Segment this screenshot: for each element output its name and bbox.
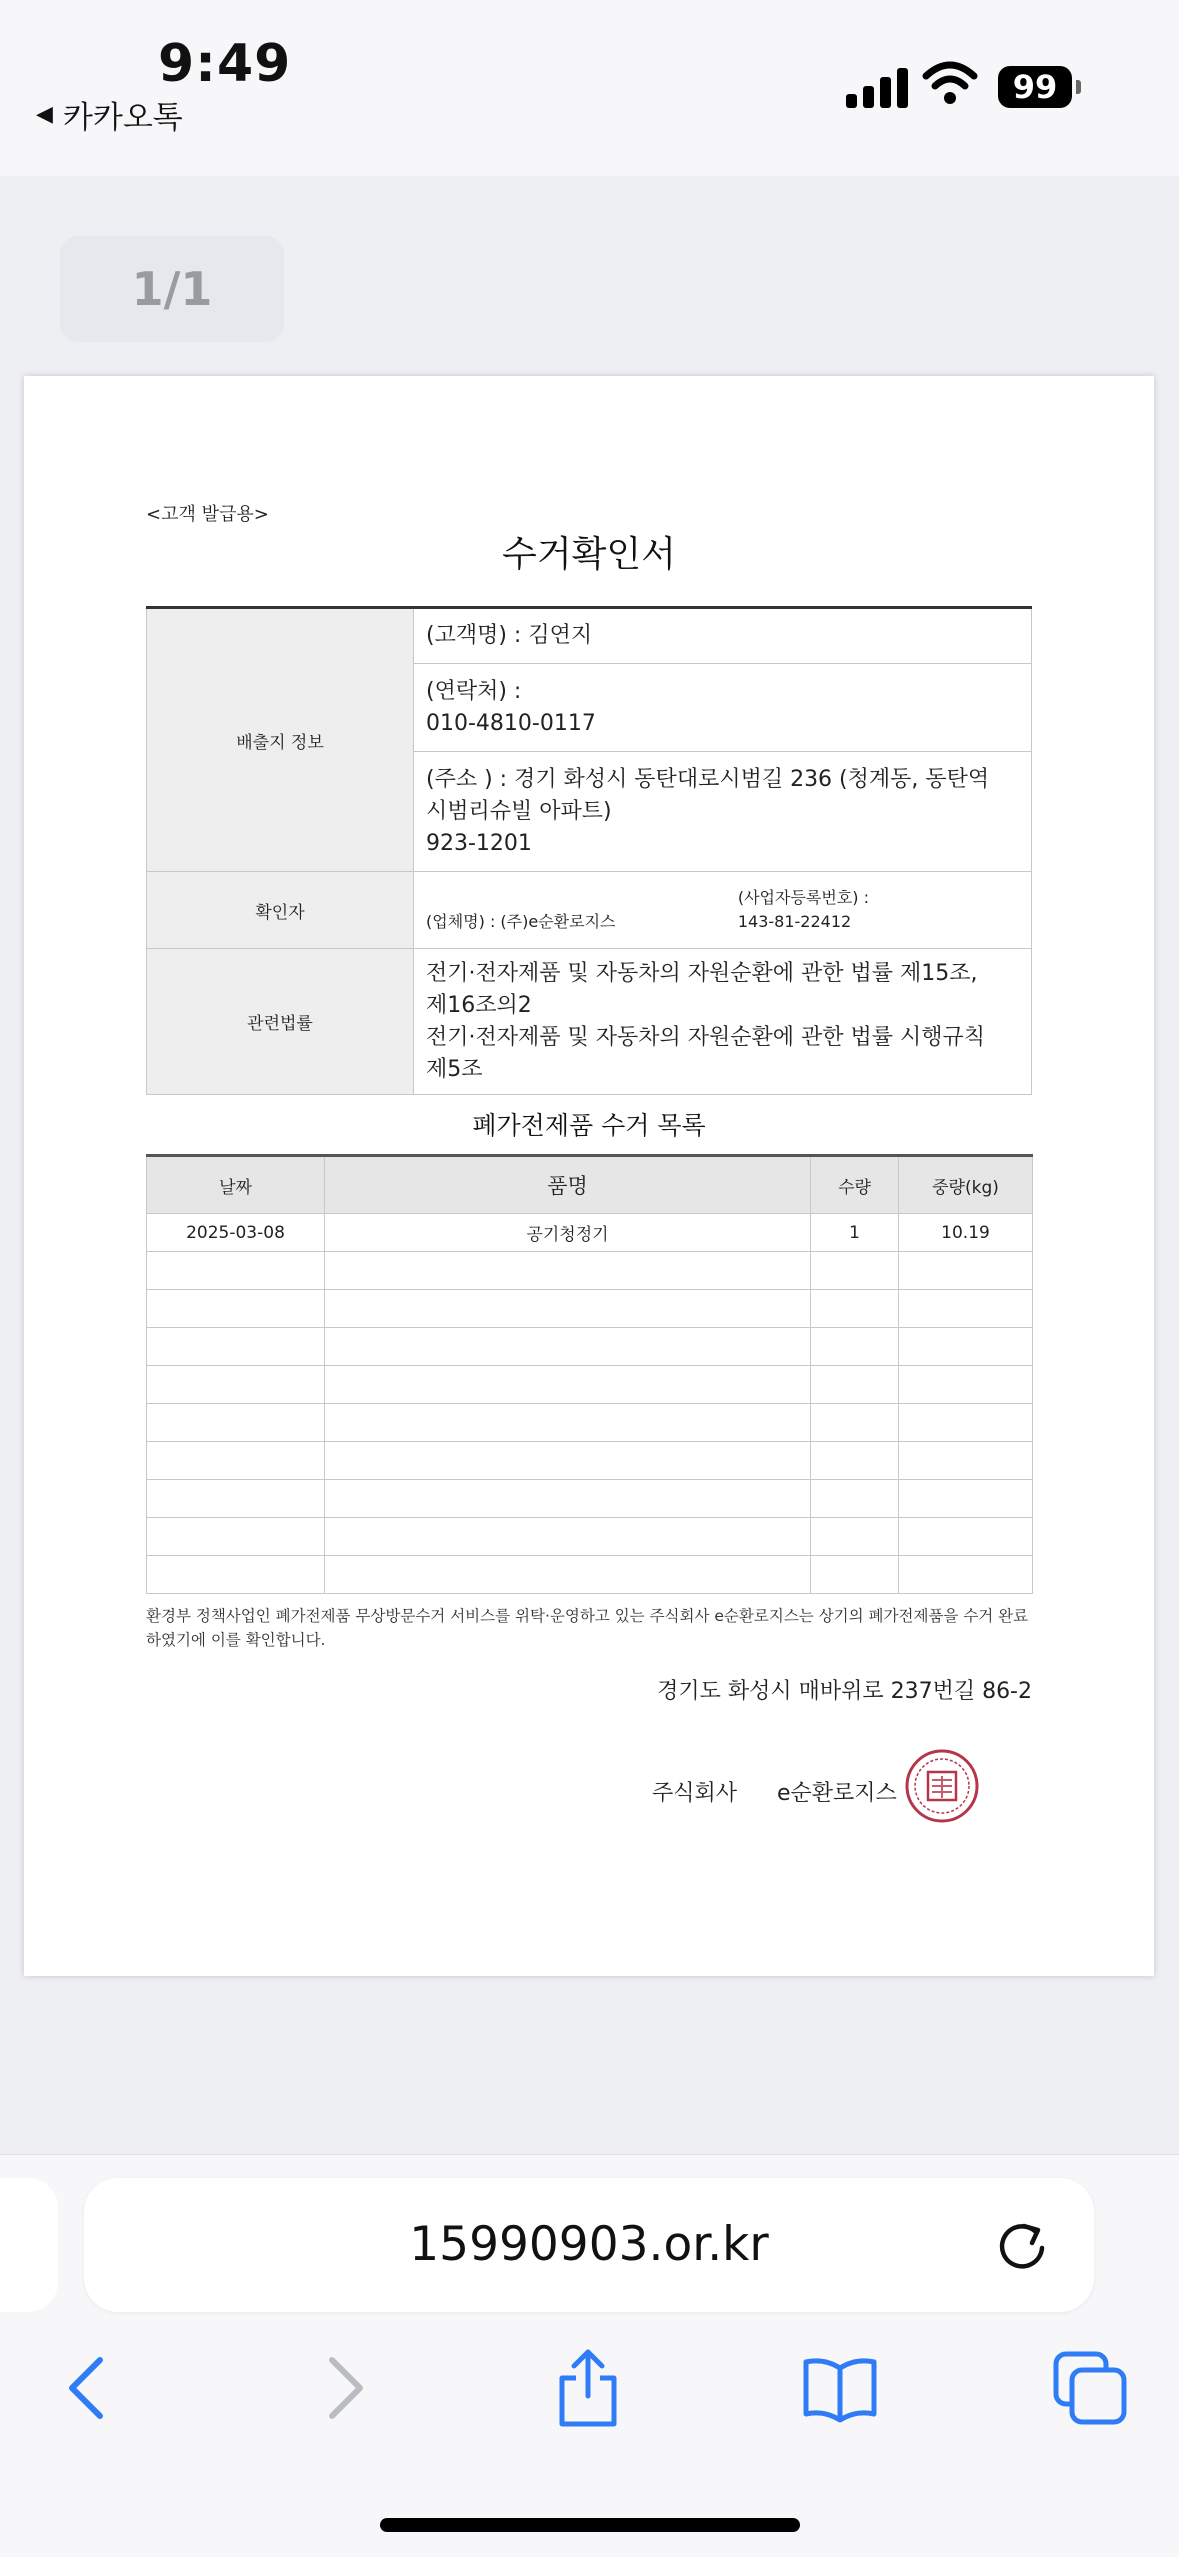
law-line-3: 전기·전자제품 및 자동차의 자원순환에 관한 법률 시행규칙 (426, 1024, 986, 1050)
seal-stamp-icon (904, 1748, 980, 1824)
confirmer-cell (414, 872, 1032, 949)
empty-cell (325, 1518, 811, 1556)
company-signature (652, 1776, 897, 1807)
company-name: e순환로지스 (777, 1781, 897, 1806)
back-to-app-button[interactable] (36, 92, 183, 137)
empty-cell (811, 1442, 899, 1480)
empty-cell (811, 1556, 899, 1594)
empty-cell (325, 1404, 811, 1442)
company-address: 경기도 화성시 매바위로 237번길 86-2 (657, 1679, 1032, 1704)
law-line-4: 제5조 (426, 1056, 483, 1082)
law-head: 관련법률 (147, 949, 414, 1095)
previous-tab-peek[interactable] (0, 2178, 58, 2312)
empty-cell (325, 1290, 811, 1328)
back-chevron-icon[interactable] (50, 2348, 130, 2428)
bookmarks-icon[interactable] (800, 2348, 880, 2428)
cell-date: 2025-03-08 (147, 1214, 325, 1252)
info-table (146, 606, 1032, 1095)
empty-cell (147, 1480, 325, 1518)
empty-cell (899, 1480, 1033, 1518)
cellular-signal-icon (846, 62, 908, 108)
address-bar[interactable] (84, 2178, 1094, 2312)
empty-cell (325, 1366, 811, 1404)
empty-cell (325, 1480, 811, 1518)
empty-table-row (147, 1480, 1033, 1518)
address-cell (414, 752, 1032, 872)
url-text[interactable]: 15990903.or.kr (409, 2217, 769, 2272)
empty-cell (811, 1252, 899, 1290)
law-line-2: 제16조의2 (426, 992, 532, 1018)
empty-cell (147, 1556, 325, 1594)
empty-cell (899, 1366, 1033, 1404)
cell-weight: 10.19 (899, 1214, 1033, 1252)
empty-cell (899, 1556, 1033, 1594)
doc-title: 수거확인서 (502, 534, 676, 575)
empty-cell (147, 1290, 325, 1328)
empty-cell (811, 1518, 899, 1556)
contact-label: (연락처) : (426, 678, 522, 704)
address-line-2: 시범리슈빌 아파트) (426, 798, 612, 824)
empty-cell (899, 1404, 1033, 1442)
empty-cell (147, 1328, 325, 1366)
empty-cell (899, 1290, 1033, 1328)
empty-cell (147, 1442, 325, 1480)
empty-table-row (147, 1328, 1033, 1366)
law-cell (414, 949, 1032, 1095)
empty-cell (899, 1252, 1033, 1290)
col-header-item: 품명 (325, 1156, 811, 1214)
wifi-icon (922, 58, 978, 108)
empty-cell (899, 1328, 1033, 1366)
contact-value: 010-4810-0117 (426, 710, 596, 736)
empty-cell (325, 1556, 811, 1594)
cell-item: 공기청정기 (325, 1214, 811, 1252)
confirmation-notice: 환경부 정책사업인 폐가전제품 무상방문수거 서비스를 위탁·운영하고 있는 주식회사 e순환로지스는 상기의 폐가전제품을 수거 완료하였기에 이를 확인합니다. (146, 1607, 1029, 1649)
empty-table-row (147, 1556, 1033, 1594)
battery-tip (1076, 80, 1081, 94)
biz-no-block (738, 886, 869, 934)
empty-cell (147, 1366, 325, 1404)
col-header-weight: 중량(kg) (899, 1156, 1033, 1214)
collection-list-table (146, 1154, 1033, 1594)
list-title: 폐가전제품 수거 목록 (472, 1111, 706, 1140)
battery-indicator: 99 (998, 66, 1072, 108)
page-counter: 1/1 (60, 236, 284, 342)
back-triangle-icon: ◀ (36, 102, 53, 127)
reload-icon[interactable] (994, 2218, 1050, 2274)
company-type: 주식회사 (652, 1781, 738, 1806)
empty-cell (811, 1480, 899, 1518)
biz-no-value: 143-81-22412 (737, 912, 852, 931)
address-line-3: 923-1201 (426, 830, 532, 856)
empty-cell (147, 1404, 325, 1442)
empty-cell (325, 1328, 811, 1366)
empty-table-row (147, 1252, 1033, 1290)
discharge-info-head: 배출지 정보 (147, 608, 414, 872)
empty-cell (899, 1442, 1033, 1480)
empty-cell (899, 1518, 1033, 1556)
home-indicator[interactable] (380, 2518, 800, 2532)
table-row (147, 1214, 1033, 1252)
empty-cell (811, 1290, 899, 1328)
empty-table-row (147, 1366, 1033, 1404)
empty-cell (811, 1328, 899, 1366)
col-header-date: 날짜 (147, 1156, 325, 1214)
empty-cell (811, 1404, 899, 1442)
company-value: (업체명) : (주)e순환로지스 (426, 912, 616, 931)
status-bar (0, 0, 1179, 176)
customer-name: (고객명) : 김연지 (414, 608, 1032, 664)
empty-cell (147, 1252, 325, 1290)
empty-table-row (147, 1290, 1033, 1328)
document-page (24, 376, 1154, 1976)
forward-chevron-icon[interactable] (302, 2348, 382, 2428)
empty-cell (147, 1518, 325, 1556)
tabs-icon[interactable] (1050, 2348, 1130, 2428)
cell-qty: 1 (811, 1214, 899, 1252)
col-header-qty: 수량 (811, 1156, 899, 1214)
empty-table-row (147, 1404, 1033, 1442)
address-line-1: (주소 ) : 경기 화성시 동탄대로시범길 236 (청계동, 동탄역 (426, 766, 990, 792)
status-time: 9:49 (158, 34, 292, 94)
empty-cell (325, 1252, 811, 1290)
empty-table-row (147, 1518, 1033, 1556)
law-line-1: 전기·전자제품 및 자동차의 자원순환에 관한 법률 제15조, (426, 960, 978, 986)
doc-issue-label: <고객 발급용> (146, 504, 269, 525)
biz-no-label: (사업자등록번호) : (737, 888, 869, 907)
empty-table-row (147, 1442, 1033, 1480)
share-icon[interactable] (548, 2348, 628, 2428)
confirmer-head: 확인자 (147, 872, 414, 949)
back-app-label: 카카오톡 (62, 100, 183, 136)
empty-cell (325, 1442, 811, 1480)
empty-cell (811, 1366, 899, 1404)
contact-cell (414, 664, 1032, 752)
